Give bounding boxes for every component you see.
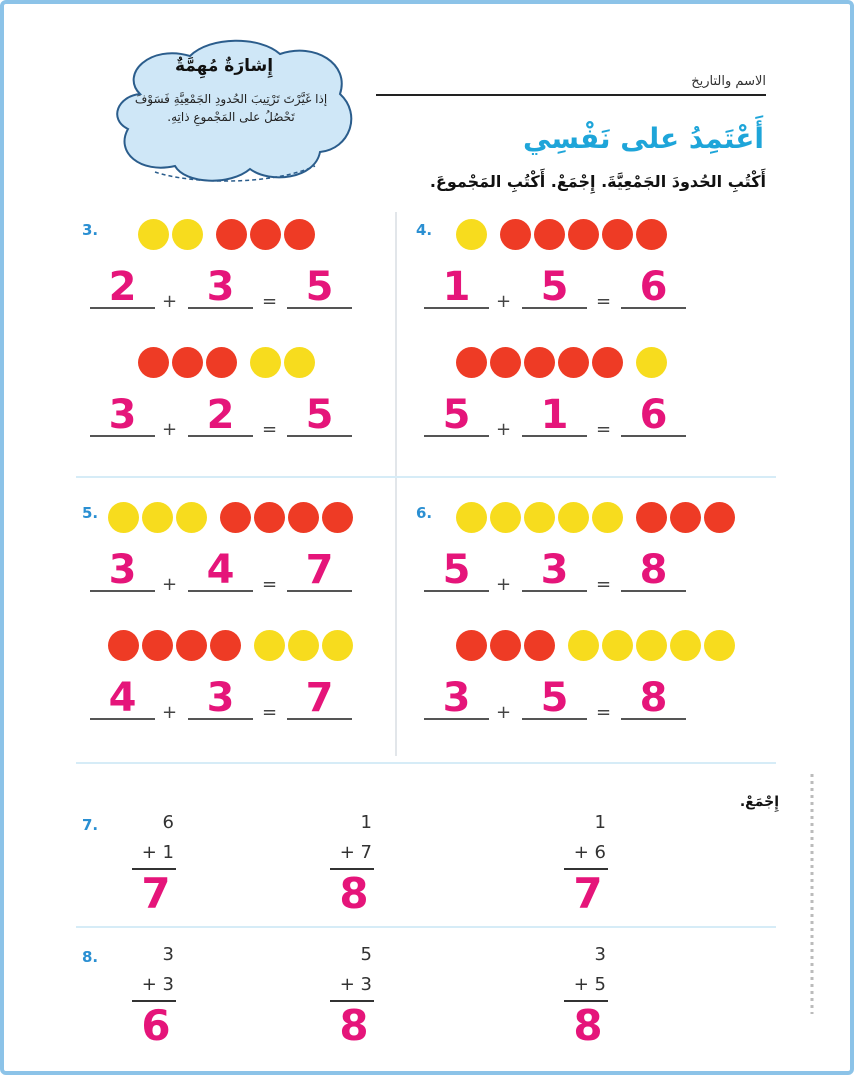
sum-answer[interactable]: 7 <box>573 869 603 918</box>
yellow-counter <box>254 630 285 661</box>
sum-answer[interactable]: 7 <box>141 869 171 918</box>
top-addend: 3 <box>594 944 606 965</box>
second-addend: 3 <box>540 547 569 593</box>
yellow-counter <box>670 630 701 661</box>
copyright-strip <box>804 774 820 1014</box>
red-counter <box>490 347 521 378</box>
yellow-counter <box>524 502 555 533</box>
red-counter <box>558 347 589 378</box>
red-counter <box>524 630 555 661</box>
second-addend: 4 <box>206 547 235 593</box>
section-divider <box>76 476 776 478</box>
bottom-addend: + 3 <box>339 974 372 995</box>
red-counter <box>216 219 247 250</box>
bottom-addend: + 3 <box>141 974 174 995</box>
yellow-counter <box>490 502 521 533</box>
add-instruction: إِجْمَعْ. <box>739 794 779 810</box>
yellow-counter <box>250 347 281 378</box>
sum: 5 <box>305 264 334 310</box>
red-counter <box>636 502 667 533</box>
tip-text: إذا غَيَّرْتَ تَرْتِيبَ الحُدودِ الجَمْعِيَّةِ فَسَوْفَ تَحْصُلُ على المَجْموعِ ذاتِهِ. <box>134 92 328 124</box>
red-counter <box>284 219 315 250</box>
plus-sign: + <box>162 702 178 723</box>
plus-sign: + <box>162 574 178 595</box>
sum-answer[interactable]: 6 <box>141 1001 171 1050</box>
worksheet-title: أَعْتَمِدُ على نَفْسِي <box>523 122 764 155</box>
problem-number: 8. <box>82 948 99 966</box>
equals-sign: = <box>262 702 278 723</box>
yellow-counter <box>636 347 667 378</box>
red-counter <box>250 219 281 250</box>
yellow-counter <box>602 630 633 661</box>
sum-answer[interactable]: 8 <box>339 1001 369 1050</box>
sum: 7 <box>305 547 334 593</box>
first-addend: 4 <box>108 675 137 721</box>
equals-sign: = <box>262 419 278 440</box>
red-counter <box>108 630 139 661</box>
top-addend: 6 <box>162 812 174 833</box>
yellow-counter <box>558 502 589 533</box>
problem-number: 7. <box>82 816 99 834</box>
equals-sign: = <box>262 574 278 595</box>
yellow-counter <box>176 502 207 533</box>
equals-sign: = <box>596 574 612 595</box>
sum-answer[interactable]: 8 <box>339 869 369 918</box>
red-counter <box>524 347 555 378</box>
name-date-line <box>376 94 766 96</box>
top-addend: 5 <box>360 944 372 965</box>
second-addend: 5 <box>540 675 569 721</box>
tip-title: إِشارَةٌ مُهِمَّةٌ <box>174 56 274 76</box>
red-counter <box>206 347 237 378</box>
sum: 6 <box>639 392 668 438</box>
section-divider <box>76 926 776 928</box>
yellow-counter <box>568 630 599 661</box>
second-addend: 1 <box>540 392 569 438</box>
red-counter <box>322 502 353 533</box>
plus-sign: + <box>496 702 512 723</box>
red-counter <box>456 347 487 378</box>
second-addend: 3 <box>206 675 235 721</box>
bottom-addend: + 6 <box>573 842 606 863</box>
equals-sign: = <box>596 702 612 723</box>
bottom-addend: + 5 <box>573 974 606 995</box>
red-counter <box>138 347 169 378</box>
red-counter <box>456 630 487 661</box>
vertical-divider <box>395 212 397 756</box>
yellow-counter <box>592 502 623 533</box>
equals-sign: = <box>596 291 612 312</box>
red-counter <box>500 219 531 250</box>
yellow-counter <box>636 630 667 661</box>
name-date-label: الاسم والتاريخ <box>691 74 766 89</box>
red-counter <box>254 502 285 533</box>
sum: 8 <box>639 675 668 721</box>
plus-sign: + <box>496 419 512 440</box>
first-addend: 5 <box>442 547 471 593</box>
yellow-counter <box>142 502 173 533</box>
plus-sign: + <box>162 419 178 440</box>
second-addend: 5 <box>540 264 569 310</box>
instruction-text: أَكْتُبِ الحُدودَ الجَمْعِيَّةَ. إِجْمَعْ. أَكْتُبِ المَجْموعَ. <box>429 172 766 191</box>
first-addend: 3 <box>108 392 137 438</box>
red-counter <box>490 630 521 661</box>
red-counter <box>602 219 633 250</box>
yellow-counter <box>284 347 315 378</box>
first-addend: 1 <box>442 264 471 310</box>
sum: 5 <box>305 392 334 438</box>
second-addend: 2 <box>206 392 235 438</box>
top-addend: 1 <box>360 812 372 833</box>
first-addend: 2 <box>108 264 137 310</box>
plus-sign: + <box>496 574 512 595</box>
plus-sign: + <box>496 291 512 312</box>
yellow-counter <box>288 630 319 661</box>
red-counter <box>220 502 251 533</box>
yellow-counter <box>108 502 139 533</box>
sum-answer[interactable]: 8 <box>573 1001 603 1050</box>
problem-number: 4. <box>416 221 433 239</box>
red-counter <box>534 219 565 250</box>
top-addend: 1 <box>594 812 606 833</box>
top-addend: 3 <box>162 944 174 965</box>
red-counter <box>142 630 173 661</box>
equals-sign: = <box>262 291 278 312</box>
yellow-counter <box>322 630 353 661</box>
section-divider <box>76 762 776 764</box>
problem-number: 3. <box>82 221 99 239</box>
bottom-addend: + 7 <box>339 842 372 863</box>
yellow-counter <box>456 219 487 250</box>
yellow-counter <box>704 630 735 661</box>
problem-number: 5. <box>82 504 99 522</box>
first-addend: 3 <box>442 675 471 721</box>
red-counter <box>288 502 319 533</box>
second-addend: 3 <box>206 264 235 310</box>
bottom-addend: + 1 <box>141 842 174 863</box>
red-counter <box>210 630 241 661</box>
red-counter <box>592 347 623 378</box>
red-counter <box>670 502 701 533</box>
yellow-counter <box>172 219 203 250</box>
equals-sign: = <box>596 419 612 440</box>
red-counter <box>172 347 203 378</box>
first-addend: 3 <box>108 547 137 593</box>
plus-sign: + <box>162 291 178 312</box>
red-counter <box>636 219 667 250</box>
red-counter <box>704 502 735 533</box>
sum: 7 <box>305 675 334 721</box>
first-addend: 5 <box>442 392 471 438</box>
sum: 8 <box>639 547 668 593</box>
problem-number: 6. <box>416 504 433 522</box>
red-counter <box>176 630 207 661</box>
yellow-counter <box>138 219 169 250</box>
sum: 6 <box>639 264 668 310</box>
red-counter <box>568 219 599 250</box>
yellow-counter <box>456 502 487 533</box>
